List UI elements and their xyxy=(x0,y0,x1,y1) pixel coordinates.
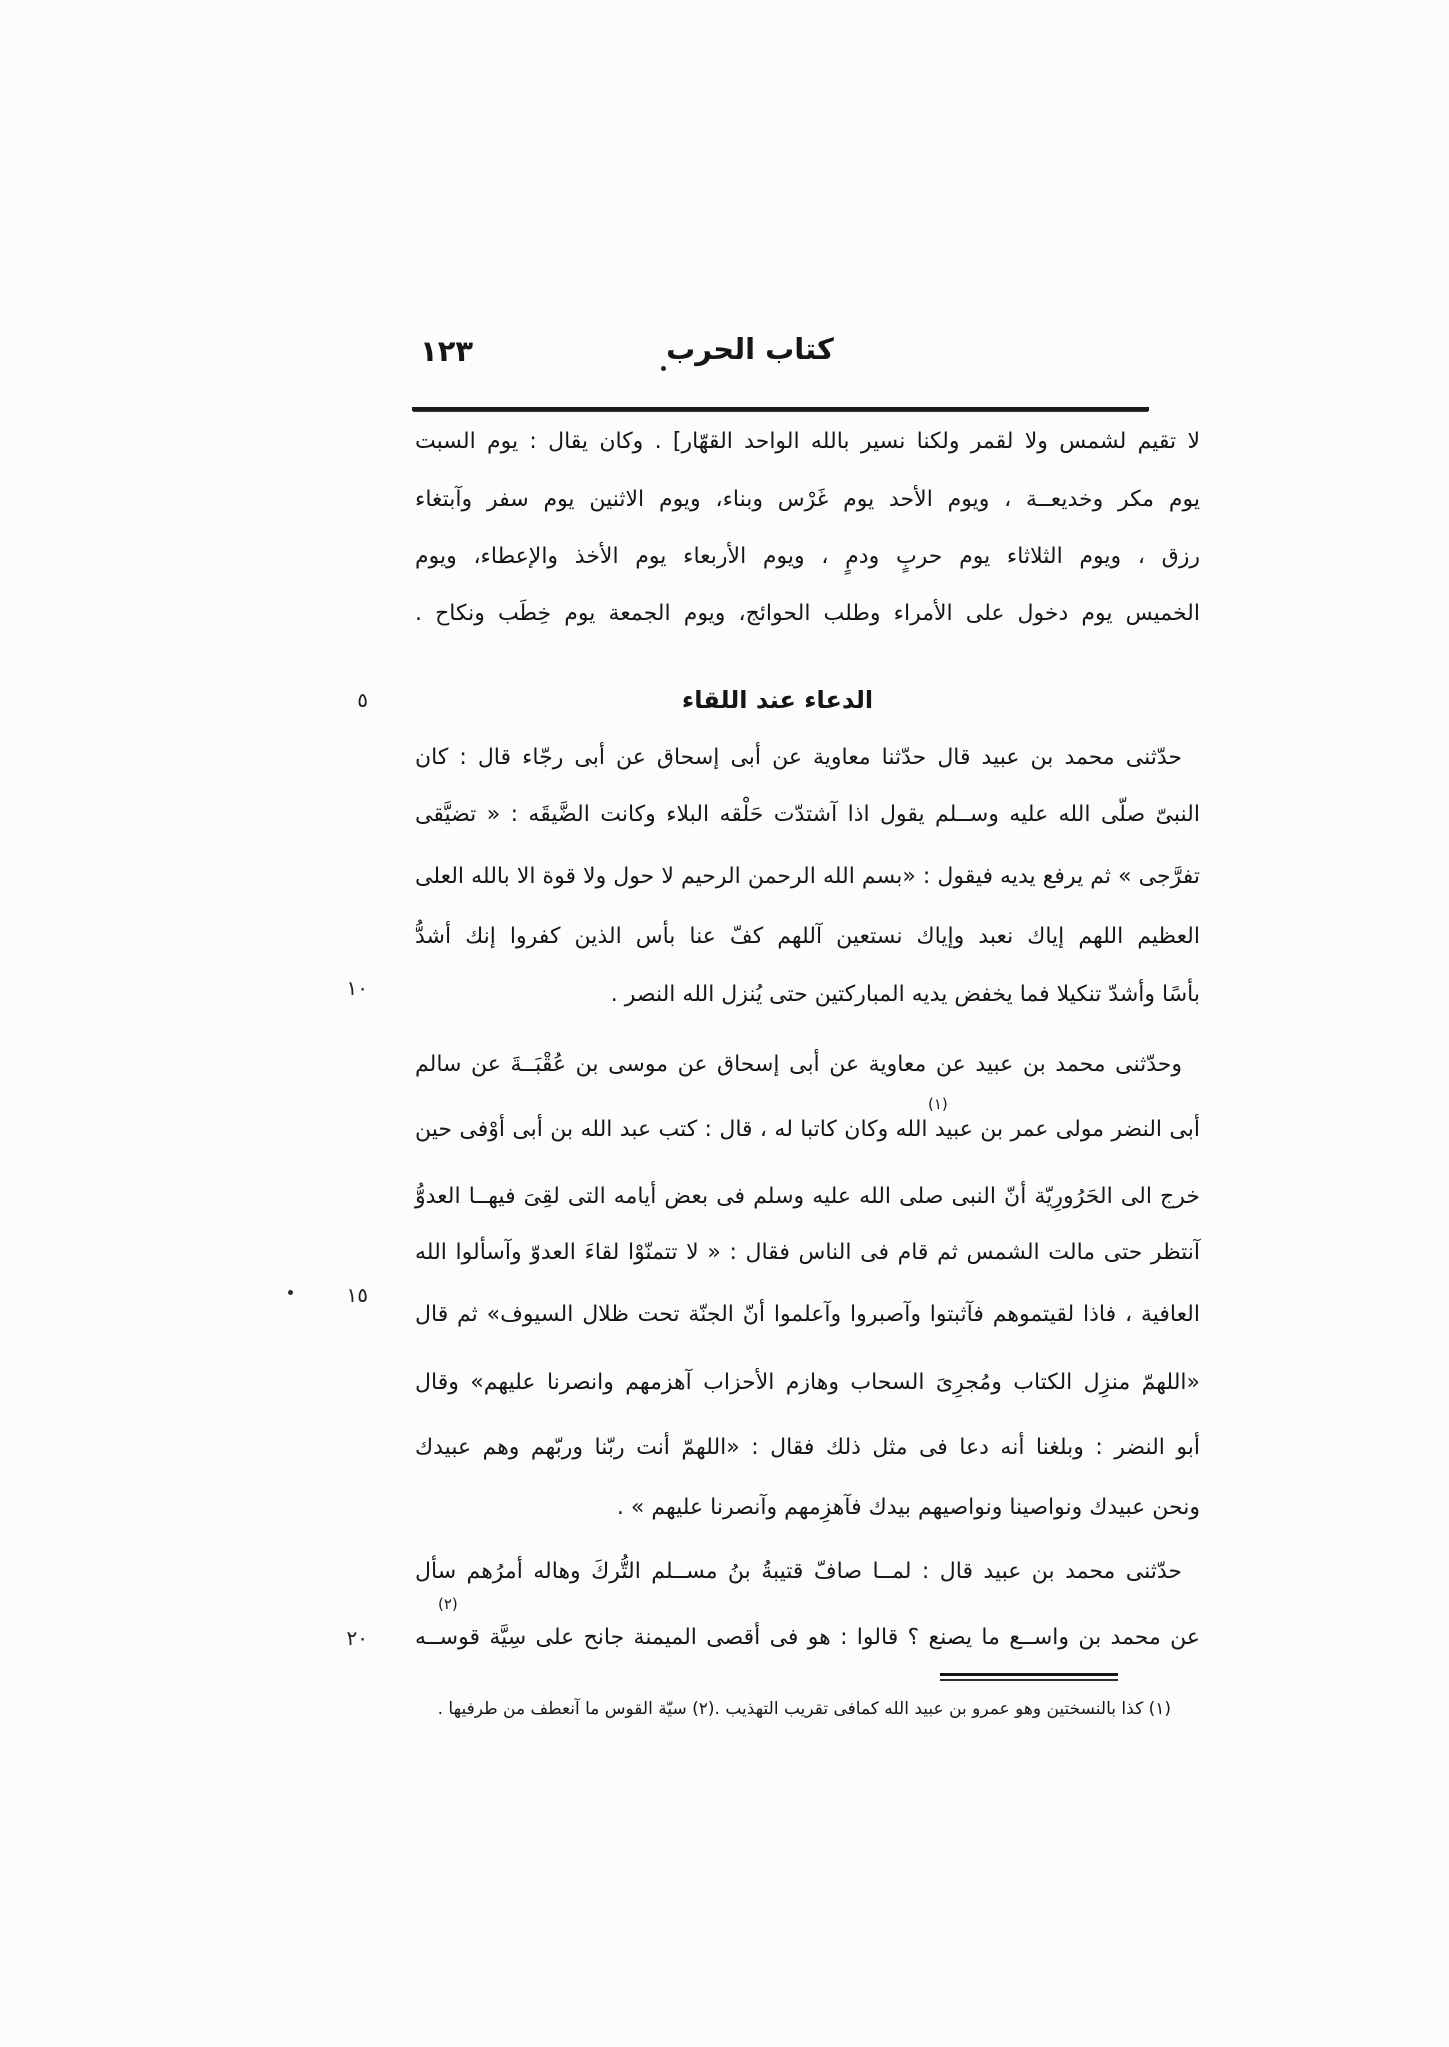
section-heading: الدعاء عند اللقاء xyxy=(681,686,874,714)
text-line: تفرَّجى » ثم يرفع يديه فيقول : «بسم الله الرحمن الرحيم لا حول ولا قوة الا بالله العلى xyxy=(415,864,1200,889)
margin-line-number-15: ١٥ xyxy=(346,1283,368,1307)
text-line: خرج الى الحَرُورِيّة أنّ النبى صلى الله عليه وسلم فى بعض أيامه التى لقِىَ فيهــا العدوُّ xyxy=(415,1184,1200,1209)
footnote-note-1: (١) كذا بالنسختين وهو عمرو بن عبيد الله كمافى تقريب التهذيب . xyxy=(714,1699,1171,1719)
header-rule xyxy=(412,407,1149,411)
margin-line-number-5: ٥ xyxy=(357,688,368,712)
text-line: العظيم اللهم إياك نعبد وإياك نستعين آللهم كفّ عنا بأس الذين كفروا إنك أشدُّ xyxy=(415,924,1200,949)
text-line: العافية ، فاذا لقيتموهم فآثبتوا وآصبروا وآعلموا أنّ الجنّة تحت ظلال السيوف» ثم قال xyxy=(415,1302,1200,1327)
text-line: رزق ، ويوم الثلاثاء يوم حربٍ ودمٍ ، ويوم الأربعاء يوم الأخذ والإعطاء، ويوم xyxy=(415,544,1200,569)
text-line: آنتظر حتى مالت الشمس ثم قام فى الناس فقال : « لا تتمنّوْا لقاءَ العدوّ وآسألوا الله xyxy=(415,1240,1200,1265)
text-line: حدّثنى محمد بن عبيد قال : لمــا صافّ قتيبةُ بنُ مســلم التُّركَ وهاله أمرُهم سأل xyxy=(415,1559,1182,1584)
ink-speck xyxy=(288,1290,293,1295)
text-line: وحدّثنى محمد بن عبيد عن معاوية عن أبى إسحاق عن موسى بن عُقْبَــةَ عن سالم xyxy=(415,1052,1182,1077)
margin-line-number-10: ١٠ xyxy=(346,976,368,1000)
text-line: الخميس يوم دخول على الأمراء وطلب الحوائج، ويوم الجمعة يوم خِطَب ونكاح . xyxy=(415,601,1200,626)
footnote-ref-1: (١) xyxy=(928,1095,948,1113)
text-line: «اللهمّ منزِل الكتاب ومُجرِىَ السحاب وهازم الأحزاب آهزمهم وانصرنا عليهم» وقال xyxy=(415,1370,1200,1395)
text-line: أبى النضر مولى عمر بن عبيد الله وكان كاتبا له ، قال : كتب عبد الله بن أبى أوْفى حين xyxy=(415,1117,1200,1142)
footnote-note-2: (٢) سيّة القوس ما آنعطف من طرفيها . xyxy=(437,1699,715,1719)
text-line: حدّثنى محمد بن عبيد قال حدّثنا معاوية عن أبى إسحاق عن أبى رجّاء قال : كان xyxy=(415,745,1182,770)
text-line: النبىّ صلّى الله عليه وســلم يقول اذا آشتدّت حَلْقه البلاء وكانت الضَّيقَه : « تضيَّقى xyxy=(415,802,1200,827)
text-line: ونحن عبيدك ونواصينا ونواصيهم بيدك فآهزِمهم وآنصرنا عليهم » . xyxy=(616,1495,1200,1520)
footnote-line xyxy=(437,1693,1171,1725)
footnote-separator xyxy=(940,1673,1118,1681)
footnote-ref-2: (٢) xyxy=(438,1595,458,1613)
page-number: ١٢٣ xyxy=(420,334,474,368)
text-line: لا تقيم لشمس ولا لقمر ولكنا نسير بالله الواحد القهّار] . وكان يقال : يوم السبت xyxy=(415,429,1200,454)
text-line: أبو النضر : وبلغنا أنه دعا فى مثل ذلك فقال : «اللهمّ أنت ربّنا وربّهم وهم عبيدك xyxy=(415,1435,1200,1460)
text-line: يوم مكر وخديعــة ، ويوم الأحد يوم غَرْس وبناء، ويوم الاثنين يوم سفر وآبتغاء xyxy=(415,487,1200,512)
margin-line-number-20: ٢٠ xyxy=(346,1626,368,1650)
text-line: عن محمد بن واســع ما يصنع ؟ قالوا : هو فى أقصى الميمنة جانح على سِيَّة قوســه xyxy=(415,1625,1200,1650)
text-line: بأسًا وأشدّ تنكيلا فما يخفض يديه المباركتين حتى يُنزل الله النصر . xyxy=(610,982,1200,1007)
chapter-title: كتاب الحرب xyxy=(666,332,834,366)
header-dot xyxy=(661,366,666,371)
